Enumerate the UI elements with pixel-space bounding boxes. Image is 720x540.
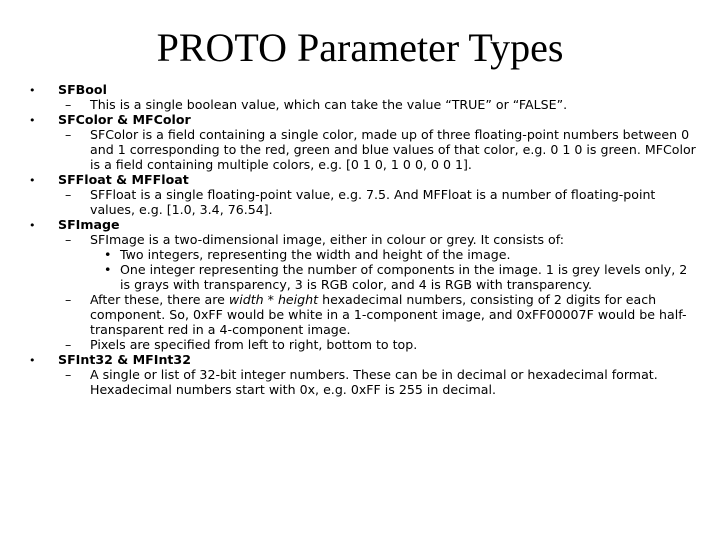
item-heading: SFImage	[58, 217, 120, 232]
dash-icon: –	[65, 337, 72, 352]
item-heading: SFInt32 & MFInt32	[58, 352, 191, 367]
sub-item-text: Pixels are specified from left to right, bottom to top.	[90, 337, 418, 352]
item-heading: SFColor & MFColor	[58, 112, 191, 127]
bullet-icon: •	[104, 262, 112, 277]
bullet-icon: •	[29, 114, 36, 127]
dash-icon: –	[65, 232, 72, 247]
bullet-icon: •	[104, 247, 112, 262]
item-heading: SFFloat & MFFloat	[58, 172, 189, 187]
sub-item-text: SFColor is a field containing a single color, made up of three floating-point numbers between 0 and 1 corresponding to the red, green and blue values of that color, e.g. 0 1 0 is green. MFColor is a field containing multiple colors, e.g. [0 1 0, 1 0 0, 0 0 1].	[90, 127, 696, 172]
sub-sub-item-text: One integer representing the number of components in the image. 1 is grey levels only, 2 is grays with transparency, 3 is RGB color, and 4 is RGB with transparency.	[120, 262, 688, 292]
dash-icon: –	[65, 367, 72, 382]
sub-item	[58, 127, 700, 172]
list-item-sfint32	[28, 352, 700, 397]
item-heading: SFBool	[58, 82, 107, 97]
list-item-sfbool	[28, 82, 700, 112]
sub-item	[58, 292, 700, 337]
dash-icon: –	[65, 187, 72, 202]
sub-item-text: A single or list of 32-bit integer numbers. These can be in decimal or hexadecimal format. Hexadecimal numbers start with 0x, e.g. 0xFF is 255 in decimal.	[90, 367, 658, 397]
list-item-sfcolor	[28, 112, 700, 172]
sub-item-text-post: hexadecimal numbers, consisting of 2 digits for each component. So, 0xFF would be white in a 1-component image, and 0xFF00007F would be half-transparent red in a 4-component image.	[90, 292, 687, 337]
sub-sub-item	[58, 262, 700, 292]
slide-content	[28, 82, 700, 397]
bullet-icon: •	[29, 354, 36, 367]
slide-title: PROTO Parameter Types	[156, 25, 564, 70]
bullet-icon: •	[29, 219, 36, 232]
list-item-sffloat	[28, 172, 700, 217]
sub-sub-item	[58, 247, 700, 262]
sub-item	[58, 367, 700, 397]
sub-item-text-pre: After these, there are	[90, 292, 229, 307]
list-item-sfimage	[28, 217, 700, 352]
sub-item	[58, 337, 700, 352]
bullet-icon: •	[29, 174, 36, 187]
dash-icon: –	[65, 127, 72, 142]
sub-item-emphasis: width * height	[228, 292, 319, 307]
sub-sub-item-text: Two integers, representing the width and height of the image.	[120, 247, 511, 262]
dash-icon: –	[65, 292, 72, 307]
bullet-icon: •	[29, 84, 36, 97]
sub-item-text: SFImage is a two-dimensional image, either in colour or grey. It consists of:	[90, 232, 564, 247]
sub-item	[58, 187, 700, 217]
sub-item	[58, 232, 700, 247]
sub-item-text: SFFloat is a single floating-point value, e.g. 7.5. And MFFloat is a number of floating-point values, e.g. [1.0, 3.4, 76.54].	[90, 187, 656, 217]
sub-item	[58, 97, 700, 112]
dash-icon: –	[65, 97, 72, 112]
sub-item-text: This is a single boolean value, which can take the value “TRUE” or “FALSE”.	[90, 97, 568, 112]
